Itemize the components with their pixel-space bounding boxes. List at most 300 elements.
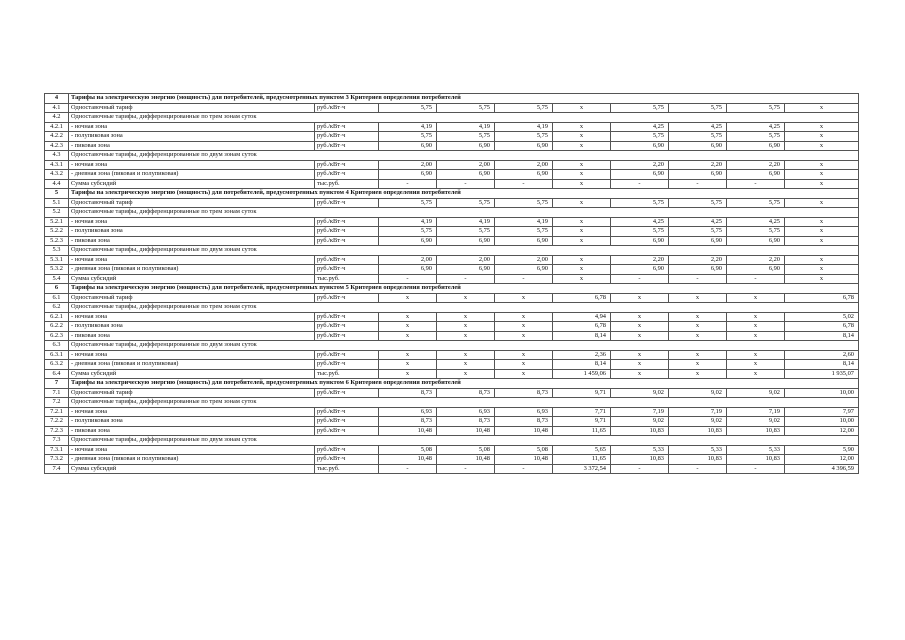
value-cell: 6,90: [437, 265, 495, 275]
subheader-row: [45, 113, 859, 123]
section-header-row: [45, 284, 859, 294]
row-unit: руб./кВт·ч: [315, 103, 379, 113]
value-cell: х: [437, 331, 495, 341]
value-cell: 6,78: [553, 322, 611, 332]
value-cell: х: [785, 132, 859, 142]
value-cell: х: [785, 141, 859, 151]
value-cell: 8,14: [553, 331, 611, 341]
row-number: 5: [45, 189, 69, 199]
row-number: 6: [45, 284, 69, 294]
row-unit: тыс.руб.: [315, 274, 379, 284]
value-cell: 9,02: [611, 417, 669, 427]
row-number: 5.4: [45, 274, 69, 284]
value-cell: 8,73: [495, 417, 553, 427]
table-row: [45, 103, 859, 113]
value-cell: -: [611, 464, 669, 474]
value-cell: х: [437, 350, 495, 360]
table-row: [45, 274, 859, 284]
value-cell: 7,19: [727, 407, 785, 417]
table-row: [45, 426, 859, 436]
value-cell: 5,75: [437, 227, 495, 237]
row-unit: руб./кВт·ч: [315, 227, 379, 237]
subheader-row: [45, 398, 859, 408]
row-unit: руб./кВт·ч: [315, 198, 379, 208]
value-cell: 12,00: [785, 455, 859, 465]
value-cell: 6,90: [437, 236, 495, 246]
value-cell: х: [669, 350, 727, 360]
value-cell: 7,97: [785, 407, 859, 417]
subheader-title: Одноставочные тарифы, дифференцированные по двум зонам суток: [69, 246, 859, 256]
table-row: [45, 170, 859, 180]
value-cell: 6,90: [611, 265, 669, 275]
table-row: [45, 132, 859, 142]
value-cell: 10,48: [495, 426, 553, 436]
value-cell: х: [785, 274, 859, 284]
value-cell: 10,83: [669, 426, 727, 436]
value-cell: х: [437, 293, 495, 303]
value-cell: 3 372,54: [553, 464, 611, 474]
value-cell: -: [669, 464, 727, 474]
value-cell: 5,75: [495, 132, 553, 142]
table-row: [45, 464, 859, 474]
value-cell: 5,75: [437, 103, 495, 113]
value-cell: 6,90: [495, 236, 553, 246]
row-unit: руб./кВт·ч: [315, 132, 379, 142]
value-cell: х: [785, 236, 859, 246]
value-cell: х: [727, 360, 785, 370]
subheader-row: [45, 246, 859, 256]
row-unit: руб./кВт·ч: [315, 331, 379, 341]
subheader-title: Одноставочные тарифы, дифференцированные по двум зонам суток: [69, 436, 859, 446]
value-cell: 8,73: [437, 417, 495, 427]
table-row: [45, 265, 859, 275]
section-title: Тарифы на электрическую энергию (мощность) для потребителей, предусмотренных пунктом 6 Критериев определения потребителей: [69, 379, 859, 389]
row-number: 6.4: [45, 369, 69, 379]
value-cell: х: [553, 217, 611, 227]
row-number: 6.3.1: [45, 350, 69, 360]
value-cell: -: [727, 274, 785, 284]
row-number: 6.3.2: [45, 360, 69, 370]
value-cell: х: [785, 198, 859, 208]
value-cell: 5,75: [611, 103, 669, 113]
value-cell: 10,48: [495, 455, 553, 465]
value-cell: 11,65: [553, 455, 611, 465]
table-row: [45, 331, 859, 341]
value-cell: 10,48: [379, 455, 437, 465]
table-row: [45, 322, 859, 332]
row-number: 5.2.2: [45, 227, 69, 237]
value-cell: 10,00: [785, 417, 859, 427]
value-cell: 4,25: [611, 217, 669, 227]
value-cell: 5,75: [379, 103, 437, 113]
value-cell: 2,60: [785, 350, 859, 360]
value-cell: х: [495, 322, 553, 332]
value-cell: 10,83: [669, 455, 727, 465]
value-cell: 5,75: [495, 103, 553, 113]
value-cell: 5,08: [437, 445, 495, 455]
row-unit: руб./кВт·ч: [315, 312, 379, 322]
row-number: 7.2.3: [45, 426, 69, 436]
value-cell: 5,75: [437, 198, 495, 208]
value-cell: -: [669, 179, 727, 189]
row-label: Сумма субсидий: [69, 464, 315, 474]
value-cell: х: [785, 160, 859, 170]
row-number: 6.2.1: [45, 312, 69, 322]
row-number: 6.1: [45, 293, 69, 303]
table-row: [45, 369, 859, 379]
row-label: - пиковая зона: [69, 331, 315, 341]
value-cell: 5,75: [611, 198, 669, 208]
row-number: 6.2.3: [45, 331, 69, 341]
value-cell: х: [611, 322, 669, 332]
value-cell: х: [611, 293, 669, 303]
table-row: [45, 217, 859, 227]
row-number: 4.2.2: [45, 132, 69, 142]
row-label: - дневная зона (пиковая и полупиковая): [69, 170, 315, 180]
row-label: - полупиковая зона: [69, 322, 315, 332]
value-cell: 8,73: [379, 388, 437, 398]
value-cell: 8,14: [785, 360, 859, 370]
table-row: [45, 388, 859, 398]
value-cell: 6,90: [611, 170, 669, 180]
value-cell: 5,65: [553, 445, 611, 455]
value-cell: 8,14: [553, 360, 611, 370]
row-number: 5.3: [45, 246, 69, 256]
value-cell: 2,20: [611, 255, 669, 265]
value-cell: 5,75: [669, 198, 727, 208]
row-number: 6.2.2: [45, 322, 69, 332]
row-number: 6.3: [45, 341, 69, 351]
row-number: 7: [45, 379, 69, 389]
table-row: [45, 141, 859, 151]
row-label: Одноставочный тариф: [69, 388, 315, 398]
row-number: 6.2: [45, 303, 69, 313]
value-cell: 5,75: [495, 198, 553, 208]
value-cell: 12,00: [785, 426, 859, 436]
value-cell: -: [495, 464, 553, 474]
value-cell: х: [727, 331, 785, 341]
row-number: 7.3.1: [45, 445, 69, 455]
value-cell: 5,33: [727, 445, 785, 455]
row-unit: руб./кВт·ч: [315, 141, 379, 151]
value-cell: 5,75: [495, 227, 553, 237]
value-cell: 2,00: [495, 160, 553, 170]
row-number: 4.2.3: [45, 141, 69, 151]
value-cell: -: [379, 274, 437, 284]
value-cell: х: [669, 322, 727, 332]
row-unit: руб./кВт·ч: [315, 322, 379, 332]
row-number: 5.2.1: [45, 217, 69, 227]
value-cell: 4,19: [379, 122, 437, 132]
value-cell: -: [669, 274, 727, 284]
section-header-row: [45, 379, 859, 389]
value-cell: 6,90: [379, 236, 437, 246]
row-number: 7.2: [45, 398, 69, 408]
value-cell: х: [553, 141, 611, 151]
value-cell: 2,36: [553, 350, 611, 360]
value-cell: 6,90: [495, 141, 553, 151]
value-cell: 9,02: [727, 417, 785, 427]
value-cell: 9,71: [553, 388, 611, 398]
row-number: 5.2: [45, 208, 69, 218]
value-cell: -: [727, 464, 785, 474]
row-unit: руб./кВт·ч: [315, 417, 379, 427]
value-cell: х: [495, 293, 553, 303]
section-header-row: [45, 94, 859, 104]
value-cell: 9,02: [611, 388, 669, 398]
value-cell: -: [495, 179, 553, 189]
value-cell: 5,90: [785, 445, 859, 455]
value-cell: 5,08: [379, 445, 437, 455]
value-cell: 9,02: [727, 388, 785, 398]
value-cell: 5,75: [379, 198, 437, 208]
row-unit: руб./кВт·ч: [315, 217, 379, 227]
value-cell: 5,08: [495, 445, 553, 455]
table-row: [45, 455, 859, 465]
row-unit: руб./кВт·ч: [315, 388, 379, 398]
value-cell: 6,90: [379, 265, 437, 275]
value-cell: 6,90: [611, 236, 669, 246]
row-unit: руб./кВт·ч: [315, 407, 379, 417]
value-cell: 7,19: [611, 407, 669, 417]
row-label: - ночная зона: [69, 350, 315, 360]
value-cell: 2,20: [727, 160, 785, 170]
row-label: Сумма субсидий: [69, 369, 315, 379]
value-cell: 2,20: [727, 255, 785, 265]
value-cell: 9,02: [669, 388, 727, 398]
value-cell: 1 459,06: [553, 369, 611, 379]
section-title: Тарифы на электрическую энергию (мощность) для потребителей, предусмотренных пунктом 5 Критериев определения потребителей: [69, 284, 859, 294]
value-cell: х: [379, 360, 437, 370]
value-cell: х: [785, 227, 859, 237]
row-label: - ночная зона: [69, 407, 315, 417]
table-row: [45, 417, 859, 427]
row-label: - дневная зона (пиковая и полупиковая): [69, 360, 315, 370]
value-cell: х: [669, 360, 727, 370]
row-number: 5.3.2: [45, 265, 69, 275]
value-cell: 9,71: [553, 417, 611, 427]
value-cell: х: [785, 217, 859, 227]
value-cell: 2,00: [379, 255, 437, 265]
value-cell: х: [553, 179, 611, 189]
value-cell: х: [553, 160, 611, 170]
value-cell: х: [727, 312, 785, 322]
row-label: Сумма субсидий: [69, 179, 315, 189]
value-cell: х: [379, 331, 437, 341]
value-cell: 6,90: [669, 265, 727, 275]
value-cell: -: [495, 274, 553, 284]
row-unit: тыс.руб.: [315, 369, 379, 379]
section-title: Тарифы на электрическую энергию (мощность) для потребителей, предусмотренных пунктом 3 Критериев определения потребителей: [69, 94, 859, 104]
subheader-title: Одноставочные тарифы, дифференцированные по двум зонам суток: [69, 341, 859, 351]
value-cell: х: [553, 265, 611, 275]
value-cell: 4,25: [727, 217, 785, 227]
value-cell: 7,19: [669, 407, 727, 417]
value-cell: х: [785, 179, 859, 189]
value-cell: х: [553, 236, 611, 246]
row-label: Одноставочный тариф: [69, 103, 315, 113]
value-cell: х: [785, 103, 859, 113]
value-cell: 4,19: [437, 217, 495, 227]
subheader-title: Одноставочные тарифы, дифференцированные по трем зонам суток: [69, 208, 859, 218]
row-label: - полупиковая зона: [69, 417, 315, 427]
value-cell: 10,83: [611, 426, 669, 436]
row-number: 7.2.1: [45, 407, 69, 417]
row-label: - полупиковая зона: [69, 132, 315, 142]
value-cell: х: [495, 331, 553, 341]
value-cell: 6,90: [495, 170, 553, 180]
value-cell: 2,00: [437, 255, 495, 265]
row-label: - ночная зона: [69, 122, 315, 132]
row-label: - пиковая зона: [69, 141, 315, 151]
section-header-row: [45, 189, 859, 199]
row-number: 5.1: [45, 198, 69, 208]
value-cell: х: [611, 350, 669, 360]
value-cell: 8,73: [495, 388, 553, 398]
value-cell: -: [611, 179, 669, 189]
row-number: 4.3.2: [45, 170, 69, 180]
value-cell: 6,90: [379, 170, 437, 180]
subheader-title: Одноставочные тарифы, дифференцированные по трем зонам суток: [69, 303, 859, 313]
value-cell: -: [379, 464, 437, 474]
value-cell: х: [437, 369, 495, 379]
value-cell: х: [727, 350, 785, 360]
value-cell: 5,75: [611, 132, 669, 142]
row-number: 4.3.1: [45, 160, 69, 170]
value-cell: 6,93: [379, 407, 437, 417]
value-cell: 5,75: [669, 103, 727, 113]
value-cell: 5,75: [727, 103, 785, 113]
value-cell: х: [553, 103, 611, 113]
value-cell: 6,90: [727, 141, 785, 151]
value-cell: 6,78: [785, 293, 859, 303]
value-cell: х: [669, 293, 727, 303]
value-cell: 6,90: [669, 170, 727, 180]
value-cell: х: [669, 331, 727, 341]
row-unit: руб./кВт·ч: [315, 455, 379, 465]
row-unit: руб./кВт·ч: [315, 265, 379, 275]
value-cell: -: [437, 464, 495, 474]
value-cell: 10,48: [437, 455, 495, 465]
value-cell: 10,83: [727, 455, 785, 465]
subheader-row: [45, 151, 859, 161]
row-label: - ночная зона: [69, 312, 315, 322]
value-cell: 4,19: [495, 217, 553, 227]
value-cell: 10,48: [379, 426, 437, 436]
value-cell: х: [611, 360, 669, 370]
value-cell: х: [553, 170, 611, 180]
row-number: 4.1: [45, 103, 69, 113]
row-number: 4.2: [45, 113, 69, 123]
row-number: 4.4: [45, 179, 69, 189]
row-unit: руб./кВт·ч: [315, 122, 379, 132]
row-unit: руб./кВт·ч: [315, 293, 379, 303]
table-row: [45, 407, 859, 417]
row-unit: руб./кВт·ч: [315, 170, 379, 180]
value-cell: 4,25: [611, 122, 669, 132]
value-cell: 5,75: [379, 227, 437, 237]
value-cell: 5,75: [669, 132, 727, 142]
row-unit: руб./кВт·ч: [315, 255, 379, 265]
table-row: [45, 179, 859, 189]
value-cell: 1 935,07: [785, 369, 859, 379]
table-row: [45, 255, 859, 265]
value-cell: х: [611, 331, 669, 341]
value-cell: 10,00: [785, 388, 859, 398]
table-row: [45, 293, 859, 303]
value-cell: х: [727, 369, 785, 379]
row-label: - дневная зона (пиковая и полупиковая): [69, 455, 315, 465]
value-cell: х: [785, 265, 859, 275]
table-row: [45, 445, 859, 455]
value-cell: 2,20: [669, 255, 727, 265]
value-cell: х: [727, 293, 785, 303]
value-cell: 6,90: [379, 141, 437, 151]
table-row: [45, 160, 859, 170]
value-cell: 4,25: [669, 122, 727, 132]
value-cell: х: [727, 322, 785, 332]
value-cell: -: [611, 274, 669, 284]
value-cell: х: [611, 312, 669, 322]
value-cell: 6,90: [437, 170, 495, 180]
value-cell: х: [553, 198, 611, 208]
value-cell: 8,73: [437, 388, 495, 398]
value-cell: 6,90: [495, 265, 553, 275]
row-unit: тыс.руб.: [315, 464, 379, 474]
value-cell: х: [495, 312, 553, 322]
value-cell: х: [379, 312, 437, 322]
row-label: - ночная зона: [69, 217, 315, 227]
value-cell: -: [437, 179, 495, 189]
row-number: 7.3: [45, 436, 69, 446]
value-cell: 8,73: [379, 417, 437, 427]
subheader-title: Одноставочные тарифы, дифференцированные по трем зонам суток: [69, 113, 859, 123]
row-unit: тыс.руб.: [315, 179, 379, 189]
value-cell: х: [437, 360, 495, 370]
row-unit: руб./кВт·ч: [315, 236, 379, 246]
row-unit: руб./кВт·ч: [315, 445, 379, 455]
value-cell: х: [669, 369, 727, 379]
value-cell: 5,75: [727, 198, 785, 208]
value-cell: 6,93: [495, 407, 553, 417]
value-cell: 5,33: [669, 445, 727, 455]
row-number: 4: [45, 94, 69, 104]
table-row: [45, 122, 859, 132]
value-cell: 6,78: [785, 322, 859, 332]
value-cell: 2,20: [669, 160, 727, 170]
table-row: [45, 227, 859, 237]
subheader-row: [45, 208, 859, 218]
value-cell: -: [727, 179, 785, 189]
row-label: - пиковая зона: [69, 426, 315, 436]
value-cell: 4,19: [495, 122, 553, 132]
row-label: - дневная зона (пиковая и полупиковая): [69, 265, 315, 275]
subheader-row: [45, 303, 859, 313]
row-unit: руб./кВт·ч: [315, 360, 379, 370]
value-cell: х: [495, 350, 553, 360]
value-cell: 5,75: [611, 227, 669, 237]
value-cell: х: [553, 122, 611, 132]
value-cell: 5,75: [437, 132, 495, 142]
value-cell: 5,75: [379, 132, 437, 142]
value-cell: 2,00: [437, 160, 495, 170]
value-cell: 6,78: [553, 293, 611, 303]
tariff-table: [44, 93, 859, 474]
value-cell: 6,90: [669, 236, 727, 246]
row-unit: руб./кВт·ч: [315, 426, 379, 436]
table-row: [45, 312, 859, 322]
value-cell: х: [379, 350, 437, 360]
